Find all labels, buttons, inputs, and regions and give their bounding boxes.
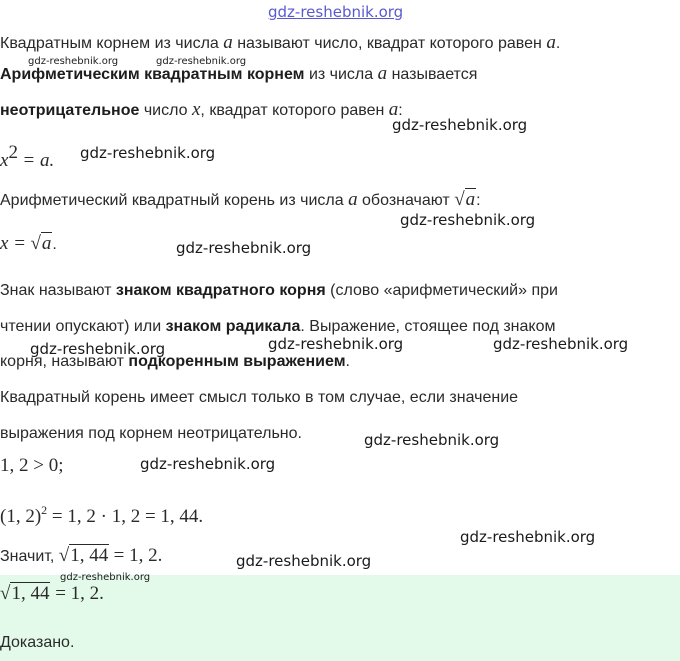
radicand: a bbox=[41, 233, 52, 254]
paragraph-root-sign bbox=[0, 281, 558, 301]
punct: . bbox=[52, 236, 57, 253]
formula-base: (1, 2) bbox=[0, 506, 42, 527]
formula-rhs: = 1, 2. bbox=[113, 545, 163, 566]
paragraph-arith-root bbox=[0, 64, 477, 85]
watermark: gdz-reshebnik.org bbox=[80, 144, 216, 162]
watermark: gdz-reshebnik.org bbox=[140, 455, 276, 473]
formula-lhs: x = bbox=[0, 233, 27, 254]
term-arith-root: Арифметическим квадратным корнем bbox=[0, 66, 305, 83]
paragraph-condition-2: выражения под корнем неотрицательно. bbox=[0, 425, 302, 442]
text: корня, называют bbox=[0, 353, 124, 370]
text: называется bbox=[391, 66, 478, 83]
formula-rhs: = 1, 2 · 1, 2 = 1, 44. bbox=[51, 506, 204, 527]
text: Знак называют bbox=[0, 282, 112, 299]
watermark-small: gdz-reshebnik.org bbox=[28, 56, 119, 67]
watermark: gdz-reshebnik.org bbox=[268, 335, 404, 353]
var-a: a bbox=[348, 189, 358, 210]
var-a: a bbox=[377, 63, 388, 84]
term-radicand: подкоренным выражением bbox=[128, 353, 346, 370]
sqrt-1-44: √1, 44 bbox=[0, 583, 50, 604]
sqrt-a: √a bbox=[30, 233, 52, 254]
exponent: 2 bbox=[41, 503, 48, 517]
radicand: a bbox=[465, 189, 476, 210]
text: называют число, квадрат которого равен bbox=[237, 35, 542, 52]
answer-formula bbox=[0, 584, 104, 604]
watermark: gdz-reshebnik.org bbox=[460, 528, 596, 546]
text: чтении опускают) или bbox=[0, 318, 162, 335]
formula-positive: 1, 2 > 0; bbox=[0, 455, 64, 476]
watermark-small: gdz-reshebnik.org bbox=[60, 572, 151, 583]
radicand: 1, 44 bbox=[70, 545, 109, 566]
paragraph-notation bbox=[0, 190, 481, 211]
text: Значит, bbox=[0, 548, 55, 565]
term-radical: знаком радикала bbox=[165, 318, 301, 335]
paragraph-nonneg bbox=[0, 100, 403, 121]
text: , квадрат которого равен bbox=[200, 102, 385, 119]
text: Арифметический квадратный корень из числа bbox=[0, 192, 344, 209]
radicand: 1, 44 bbox=[11, 583, 50, 604]
formula-rhs: = a. bbox=[22, 150, 55, 171]
formula-rhs: = 1, 2. bbox=[55, 583, 104, 604]
punct: . bbox=[345, 353, 350, 370]
var-a: a bbox=[223, 32, 233, 53]
paragraph-condition: Квадратный корень имеет смысл только в том случае, если значение bbox=[0, 389, 519, 406]
term-nonneg: неотрицательное bbox=[0, 102, 140, 119]
exponent: 2 bbox=[8, 142, 18, 163]
watermark-small: gdz-reshebnik.org bbox=[156, 56, 247, 67]
var-a: a bbox=[388, 99, 399, 120]
text: (слово «арифметический» при bbox=[330, 282, 558, 299]
formula-x-squared bbox=[0, 143, 54, 172]
watermark: gdz-reshebnik.org bbox=[392, 116, 528, 134]
text: число bbox=[143, 102, 188, 119]
punct: . bbox=[555, 35, 561, 52]
watermark: gdz-reshebnik.org bbox=[400, 211, 536, 229]
text: из числа bbox=[308, 66, 374, 83]
var-x: x bbox=[191, 99, 201, 120]
punct: : bbox=[398, 102, 403, 119]
watermark-top[interactable]: gdz-reshebnik.org bbox=[268, 3, 404, 21]
paragraph-definition bbox=[0, 33, 560, 54]
text: обозначают bbox=[362, 192, 450, 209]
sqrt-a: √a bbox=[454, 189, 476, 210]
formula-x-equals-sqrt bbox=[0, 234, 57, 255]
text: Квадратным корнем из числа bbox=[0, 35, 219, 52]
watermark: gdz-reshebnik.org bbox=[364, 431, 500, 449]
punct: : bbox=[476, 192, 481, 209]
var-x: x bbox=[0, 150, 9, 171]
watermark: gdz-reshebnik.org bbox=[30, 340, 166, 358]
watermark: gdz-reshebnik.org bbox=[493, 335, 629, 353]
proved-label: Доказано. bbox=[0, 634, 75, 651]
term-root-sign: знаком квадратного корня bbox=[115, 282, 326, 299]
text: . Выражение, стоящее под знаком bbox=[300, 318, 556, 335]
var-a: a bbox=[546, 32, 556, 53]
paragraph-therefore bbox=[0, 546, 162, 567]
sqrt-1-44: √1, 44 bbox=[58, 545, 109, 566]
paragraph-radicand bbox=[0, 352, 350, 372]
formula-square bbox=[0, 500, 203, 527]
watermark: gdz-reshebnik.org bbox=[176, 239, 312, 257]
watermark: gdz-reshebnik.org bbox=[236, 552, 372, 570]
